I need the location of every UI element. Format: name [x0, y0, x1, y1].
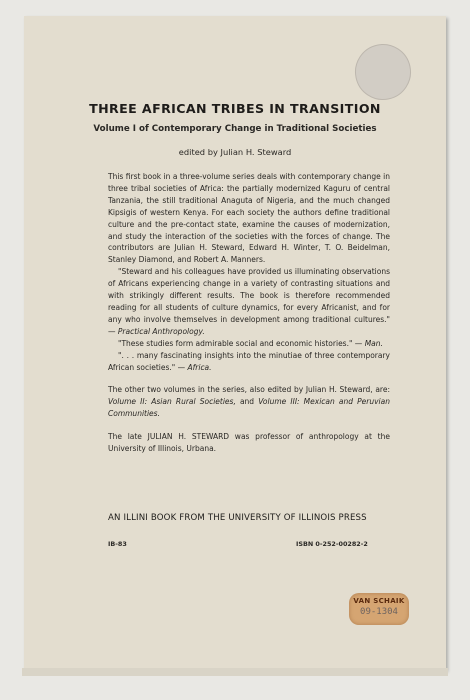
price-stamp: 09-1304 — [360, 607, 398, 617]
author-bio: The late JULIAN H. STEWARD was professor of anthropology at the University of Illinois, Urbana. — [108, 432, 390, 454]
book-subtitle: Volume I of Contemporary Change in Traditional Societies — [93, 124, 377, 134]
quote-1-source: Practical Anthropology. — [117, 326, 205, 336]
series-code: IB-83 — [108, 540, 127, 548]
summary-paragraph: This first book in a three-volume series deals with contemporary change in three tribal societies of Africa: the partially modernized Kaguru of central Tanzania, the still traditional Anaguta of Nigeria, and the much changed Kipsigis of western Kenya. For each society the authors define traditional culture and the pre-contact state, examine the causes of modernization, and study the interaction of the societies with the forces of change. The contributors are Julian H. Steward, Edward H. Winter, T. O. Beidelman, Stanley Diamond, and Robert A. Manners. — [108, 172, 390, 265]
review-quote-1 — [108, 266, 390, 337]
editor-line — [0, 147, 470, 157]
volume-2-title: Volume II: Asian Rural Societies, — [108, 397, 236, 407]
review-quote-2 — [108, 338, 390, 350]
quote-1-text: "Steward and his colleagues have provided us illuminating observations of Africans experiencing change in a variety of contrasting situations and with strikingly different results. The book is therefore recommended reading for all students of culture dynamics, for every Africanist, and for any who involve themselves in development among traditional cultures." — — [108, 267, 390, 336]
description-text — [108, 171, 390, 455]
page-edge — [22, 668, 448, 676]
review-quote-3 — [108, 350, 390, 374]
series-and: and — [235, 397, 259, 407]
series-paragraph — [108, 384, 390, 420]
editor-name: Julian H. Steward — [220, 147, 292, 157]
book-title: THREE AFRICAN TRIBES IN TRANSITION — [89, 101, 381, 116]
quote-2-text: "These studies form admirable social and economic histories." — — [118, 338, 365, 348]
bookseller-name: VAN SCHAIK — [353, 597, 405, 605]
quote-2-source: Man. — [364, 338, 383, 348]
isbn: ISBN 0-252-00282-2 — [296, 540, 368, 548]
quote-3-source: Africa. — [187, 362, 212, 372]
publisher-imprint: AN ILLINI BOOK FROM THE UNIVERSITY OF ILLINOIS PRESS — [108, 513, 367, 523]
editor-prefix: edited by — [178, 147, 221, 157]
volume-3-title: Volume III: Mexican and Peruvian Communities. — [108, 397, 390, 419]
bookseller-sticker — [349, 593, 409, 625]
quote-3-text: ". . . many fascinating insights into the minutiae of three contemporary African societies." — — [108, 350, 390, 372]
series-intro: The other two volumes in the series, also edited by Julian H. Steward, are: — [108, 385, 390, 395]
